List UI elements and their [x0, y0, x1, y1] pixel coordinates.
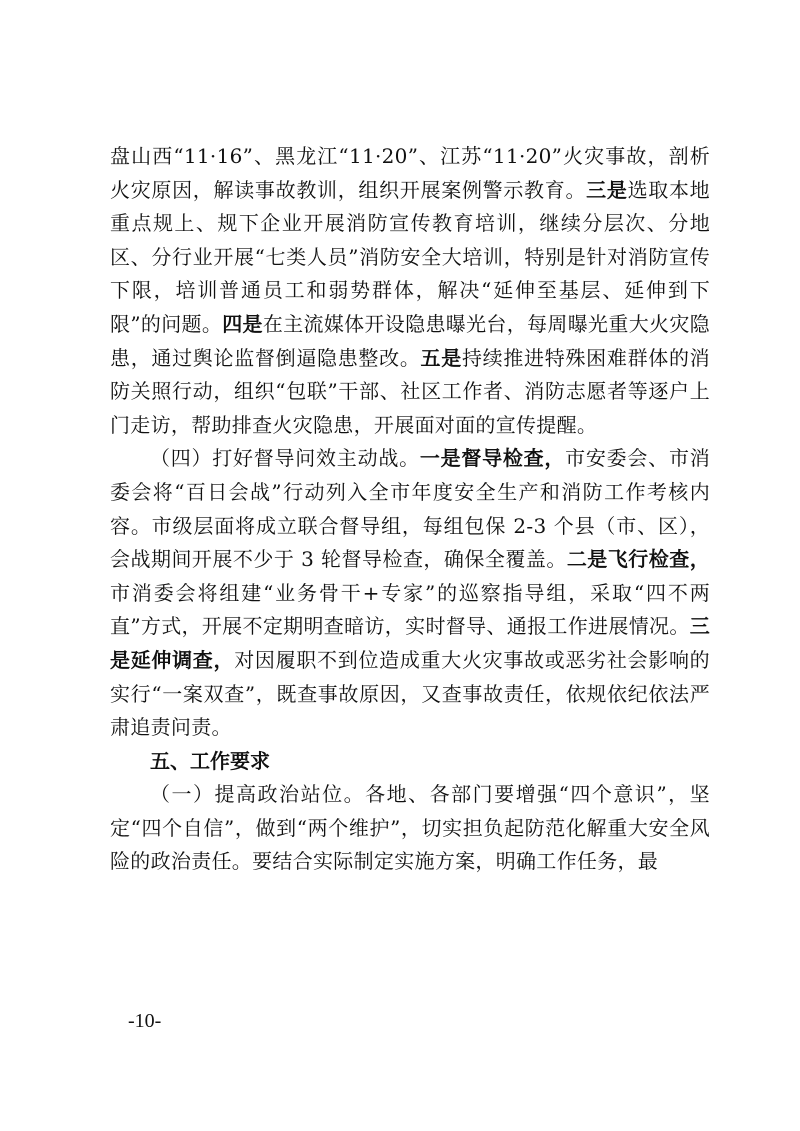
paragraph-text: 盘山西“11·16”、黑龙江“11·20”、江苏“11·20”火灾事故，剖析火灾原因，解读事故教训，组织开展案例警示教育。 — [110, 144, 710, 202]
bold-lead: 五是 — [420, 345, 462, 370]
paragraph-publicity — [110, 140, 710, 442]
page-number: -10- — [128, 1010, 162, 1032]
bold-lead: 二是飞行检查， — [566, 547, 710, 572]
paragraph-text: （一）提高政治站位。各地、各部门要增强“四个意识”，坚定“四个自信”，做到“两个维护”，切实担负起防范化解重大安全风险的政治责任。要结合实际制定实施方案，明确工作任务，最 — [110, 782, 710, 874]
section-heading: 五、工作要求 — [150, 748, 270, 773]
paragraph-requirements — [110, 778, 710, 879]
paragraph-supervision — [110, 442, 710, 744]
bold-lead: 三是 — [586, 177, 628, 202]
paragraph-text: 在主流媒体开设隐患曝光台，每周曝光重大火灾隐患，通过舆论监督倒逼隐患整改。 — [110, 311, 710, 370]
paragraph-text: （四）打好督导问效主动战。 — [150, 446, 420, 471]
bold-lead: 三是延伸调查， — [110, 614, 710, 672]
paragraph-text: 持续推进特殊困难群体的消防关照行动，组织“包联”干部、社区工作者、消防志愿者等逐户上门走访，帮助排查火灾隐患，开展面对面的宣传提醒。 — [110, 345, 710, 437]
bold-lead: 四是 — [222, 311, 263, 336]
document-body — [110, 140, 710, 879]
bold-lead: 一是督导检查， — [419, 446, 566, 471]
paragraph-text: 对因履职不到位造成重大火灾事故或恶劣社会影响的实行“一案双查”，既查事故原因，又查事故责任，依规依纪依法严肃追责问责。 — [110, 647, 710, 740]
paragraph-text: 选取本地重点规上、规下企业开展消防宣传教育培训，继续分层次、分地区、分行业开展“七类人员”消防安全大培训，特别是针对消防宣传下限，培训普通员工和弱势群体，解决“延伸至基层、延伸到下限”的问题。 — [110, 177, 710, 336]
paragraph-text: 市安委会、市消委会将“百日会战”行动列入全市年度安全生产和消防工作考核内容。市级层面将成立联合督导组，每组包保 2-3 个县（市、区），会战期间开展不少于 3 轮督导检查，确保全覆盖。 — [110, 446, 710, 572]
paragraph-text: 市消委会将组建“业务骨干+专家”的巡察指导组，采取“四不两直”方式，开展不定期明查暗访，实时督导、通报工作进展情况。 — [110, 580, 710, 639]
